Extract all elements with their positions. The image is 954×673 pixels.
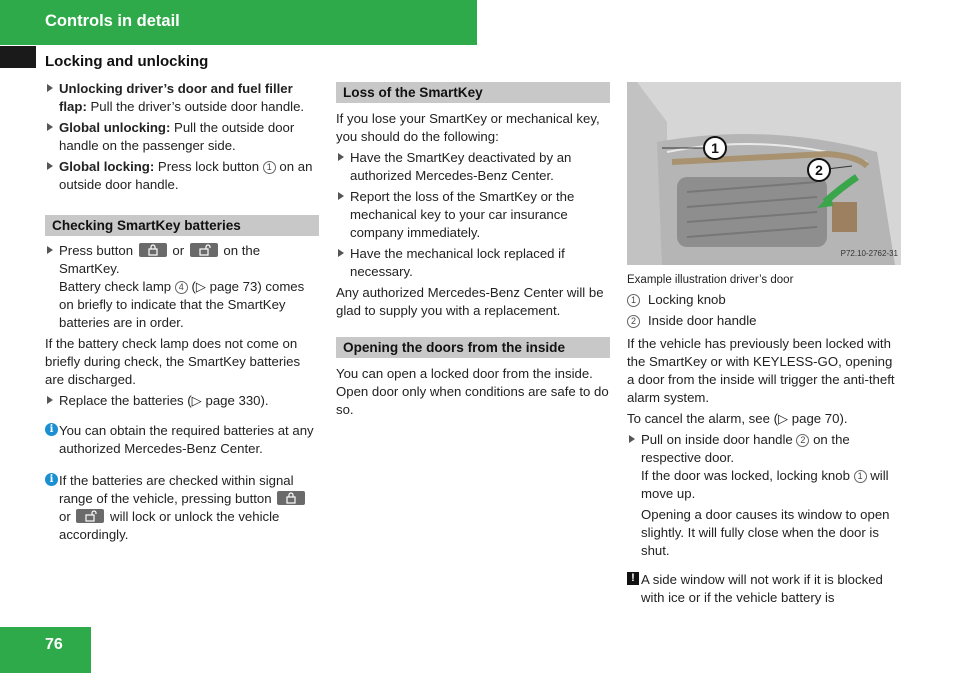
bullet-replace-lock: Have the mechanical lock replaced if necessary. (336, 245, 610, 281)
bullet-global-locking (45, 158, 319, 194)
paragraph-cancel-alarm: To cancel the alarm, see (▷ page 70). (627, 411, 848, 426)
callout-number: 1 (854, 470, 867, 483)
page-number: 76 (45, 636, 63, 653)
bullet-text: or (168, 243, 188, 258)
paragraph-open-inside: You can open a locked door from the inside. Open door only when conditions are safe to do so. (336, 366, 609, 417)
legend-text: Inside door handle (648, 313, 757, 328)
warning-note (627, 571, 901, 607)
callout-label-2: 2 (815, 162, 823, 178)
text: If the door was locked, locking knob (641, 468, 854, 483)
subhead-checking-batteries: Checking SmartKey batteries (45, 215, 319, 236)
info-text: If the batteries are checked within signal range of the vehicle, pressing button (59, 473, 294, 506)
legend-inside-handle (627, 312, 901, 330)
column-1 (45, 80, 319, 544)
page-title: Controls in detail (45, 12, 180, 30)
info-icon: i (45, 423, 58, 436)
warning-icon: ! (627, 572, 639, 585)
info-text: or (59, 509, 75, 524)
callout-number: 1 (627, 294, 640, 307)
column-3 (627, 82, 901, 607)
knob-moves-up (627, 467, 901, 503)
text: Battery check lamp (59, 279, 175, 294)
figure-code: P72.10-2762-31 (840, 249, 898, 258)
callout-label-1: 1 (711, 140, 719, 156)
text: will move up. (641, 468, 889, 501)
bullet-pull-handle (627, 431, 901, 467)
bullet-text: Pull the driver’s outside door handle. (86, 99, 305, 114)
door-illustration (627, 82, 901, 265)
bullet-text: on an outside door handle. (59, 159, 313, 192)
bullet-replace-batteries: Replace the batteries (▷ page 330). (45, 392, 319, 410)
warning-text: A side window will not work if it is blocked with ice or if the vehicle battery is (641, 572, 883, 605)
legend-text: Locking knob (648, 292, 726, 307)
paragraph-loss-intro: If you lose your SmartKey or mechanical key, you should do the following: (336, 111, 600, 144)
bullet-text: Press button (59, 243, 137, 258)
lock-button-icon (139, 243, 167, 257)
window-opens-text: Opening a door causes its window to open slightly. It will fully close when the door is shut. (641, 507, 890, 558)
unlock-button-icon (190, 243, 218, 257)
bullet-text: on the respective door. (641, 432, 850, 465)
callout-number: 1 (263, 161, 276, 174)
bullet-text: on the SmartKey. (59, 243, 261, 276)
bullet-global-unlocking (45, 119, 319, 155)
bullet-text: Pull on inside door handle (641, 432, 797, 447)
column-2 (336, 82, 610, 419)
bullet-unlocking-driver (45, 80, 319, 116)
subhead-loss-of-smartkey: Loss of the SmartKey (336, 82, 610, 103)
info-icon: i (45, 473, 58, 486)
info-note-signal-range (45, 472, 319, 544)
paragraph-replacement: Any authorized Mercedes-Benz Center will be glad to supply you with a replacement. (336, 285, 604, 318)
bullet-press-button (45, 242, 319, 278)
legend-locking-knob (627, 291, 901, 309)
door-illustration-svg (627, 82, 901, 265)
bullet-bold: Global locking: (59, 159, 155, 174)
bullet-deactivate: Have the SmartKey deactivated by an authorized Mercedes-Benz Center. (336, 149, 610, 185)
lock-button-icon (277, 491, 305, 505)
bullet-text: Press lock button (154, 159, 263, 174)
callout-number: 2 (627, 315, 640, 328)
bullet-report-loss: Report the loss of the SmartKey or the mechanical key to your car insurance company immediately. (336, 188, 610, 242)
unlock-button-icon (76, 509, 104, 523)
bullet-text: Pull the outside door handle on the passenger side. (59, 120, 295, 153)
bullet-bold: Unlocking driver’s door and fuel filler flap: (59, 81, 293, 114)
paragraph-discharged: If the battery check lamp does not come on briefly during check, the SmartKey batteries are discharged. (45, 336, 301, 387)
paragraph-alarm: If the vehicle has previously been locked with the SmartKey or with KEYLESS-GO, opening a door from the inside will trigger the anti-theft alarm system. (627, 336, 895, 405)
info-text: You can obtain the required batteries at any authorized Mercedes-Benz Center. (59, 423, 314, 456)
info-note-batteries (45, 422, 319, 458)
section-title: Locking and unlocking (45, 53, 209, 70)
battery-lamp-text (45, 278, 319, 332)
callout-number: 2 (796, 434, 809, 447)
bullet-bold: Global unlocking: (59, 120, 171, 135)
figure-caption: Example illustration driver’s door (627, 274, 794, 286)
callout-number: 4 (175, 281, 188, 294)
subhead-opening-doors: Opening the doors from the inside (336, 337, 610, 358)
text: (▷ page 73) comes on briefly to indicate that the SmartKey batteries are in order. (59, 279, 305, 330)
info-text: will lock or unlock the vehicle accordingly. (59, 509, 280, 542)
section-marker (0, 46, 36, 68)
